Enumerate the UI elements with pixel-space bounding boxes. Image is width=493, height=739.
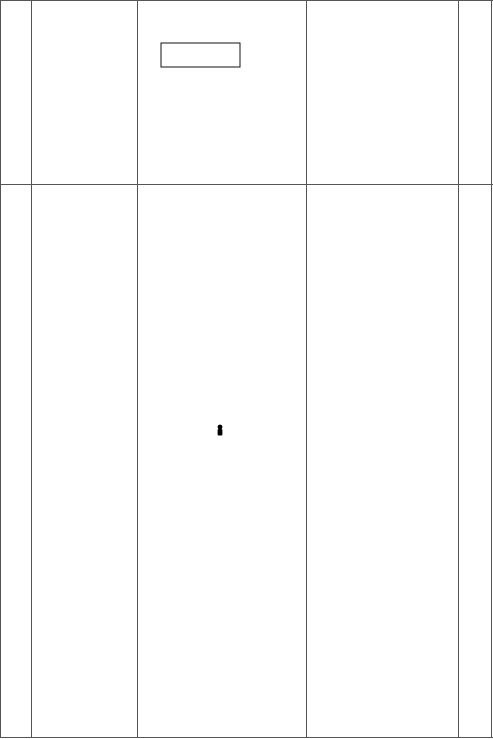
warmup-formation-diagram [150,22,260,82]
formation-rectangle [161,43,240,67]
table-border-bottom [0,737,493,738]
column-divider [31,0,32,737]
column-divider [458,0,459,737]
table-border-right [491,0,492,737]
table-border-left [0,0,1,737]
row-divider [0,184,493,185]
column-divider [306,0,307,737]
table-border-top [0,0,493,1]
teacher-figure [218,425,223,436]
column-divider [137,0,138,737]
basic-formation-diagram [183,360,263,440]
